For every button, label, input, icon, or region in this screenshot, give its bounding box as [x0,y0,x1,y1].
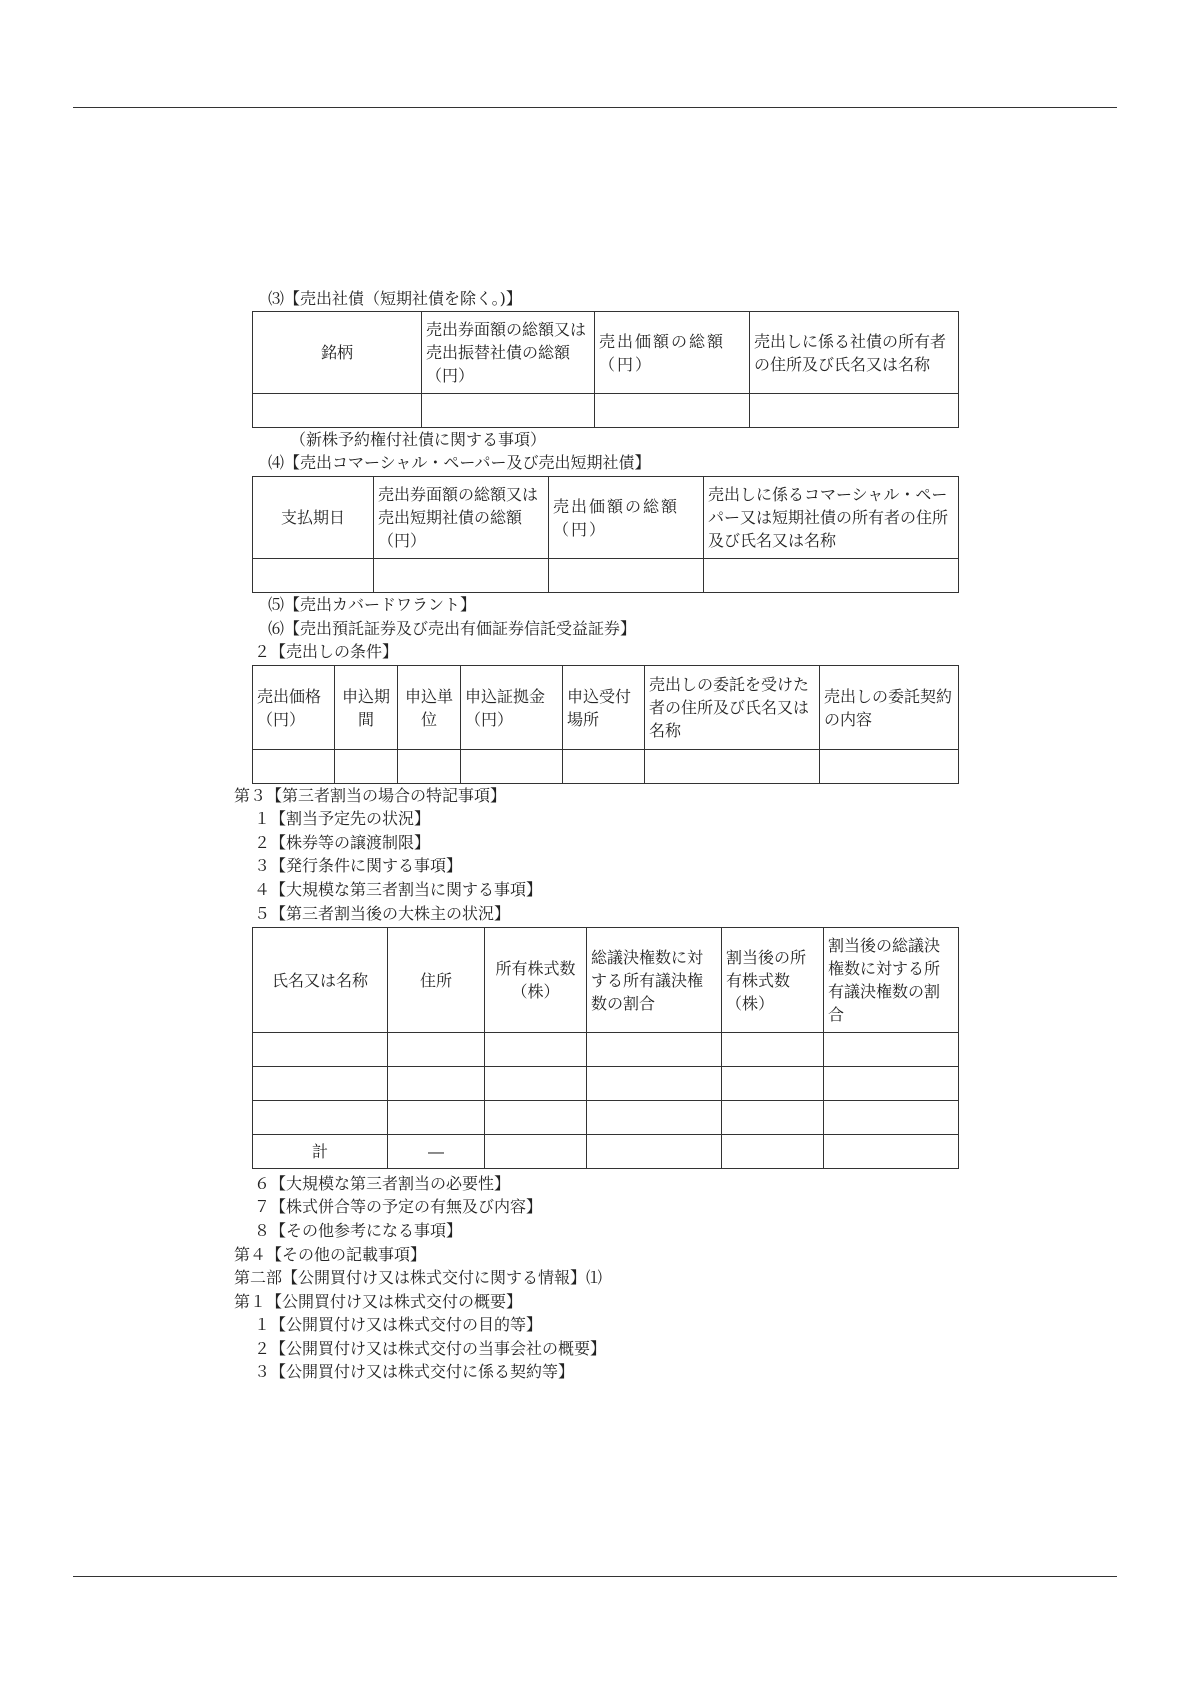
table-cell [422,394,595,428]
table-cell [253,394,422,428]
item-major-shareholders: ５【第三者割当後の大株主の状況】 [254,904,511,923]
table-cell [722,1067,824,1101]
heading-sale-bonds: ⑶【売出社債（短期社債を除く。)】 [268,289,522,308]
header-cell: 申込期間 [335,666,398,750]
total-address-cell: ― [388,1135,485,1169]
table-header-row [253,928,959,1033]
table-cell [485,1033,587,1067]
heading-sale-conditions: ２【売出しの条件】 [254,642,399,661]
heading-third-party-allotment: 第３【第三者割当の場合の特記事項】 [234,786,507,805]
table-header-row [253,312,959,394]
item-other-reference: ８【その他参考になる事項】 [254,1221,463,1240]
table-cell [704,559,959,593]
heading-tender-overview: 第１【公開買付け又は株式交付の概要】 [234,1292,523,1311]
item-transfer-restrictions: ２【株券等の譲渡制限】 [254,833,431,852]
item-tender-purpose: １【公開買付け又は株式交付の目的等】 [254,1315,543,1334]
header-cell: 銘柄 [253,312,422,394]
table-row [253,1033,959,1067]
table-cell [722,1135,824,1169]
header-cell: 売出券面額の総額又は売出振替社債の総額（円） [422,312,595,394]
table-cell [335,750,398,784]
header-cell: 売出しに係るコマーシャル・ペーパー又は短期社債の所有者の住所及び氏名又は名称 [704,477,959,559]
note-warrant-bonds: （新株予約権付社債に関する事項） [290,430,547,449]
table-cell [549,559,704,593]
table-cell [722,1033,824,1067]
header-cell: 売出価額の総額（円） [549,477,704,559]
table-cell [722,1101,824,1135]
table-cell [253,1101,388,1135]
table-cell [388,1101,485,1135]
table-cell [374,559,549,593]
table-row [253,750,959,784]
header-cell: 所有株式数（株） [485,928,587,1033]
header-cell: 申込証拠金（円） [461,666,563,750]
table-total-row [253,1135,959,1169]
header-cell: 住所 [388,928,485,1033]
item-large-allotment: ４【大規模な第三者割当に関する事項】 [254,880,543,899]
table-cell [820,750,959,784]
table-cell [388,1067,485,1101]
header-cell: 割当後の所有株式数（株） [722,928,824,1033]
item-tender-contracts: ３【公開買付け又は株式交付に係る契約等】 [254,1362,575,1381]
header-cell: 売出しに係る社債の所有者の住所及び氏名又は名称 [750,312,959,394]
table-cell [563,750,645,784]
table-cell [253,750,335,784]
heading-other-items: 第４【その他の記載事項】 [234,1245,427,1264]
table-row [253,394,959,428]
header-cell: 申込単位 [398,666,461,750]
header-cell: 総議決権数に対する所有議決権数の割合 [587,928,722,1033]
table-cell [824,1101,959,1135]
table-cell [485,1101,587,1135]
header-cell: 支払期日 [253,477,374,559]
total-label-cell: 計 [253,1135,388,1169]
heading-part-two: 第二部【公開買付け又は株式交付に関する情報】⑴ [234,1268,603,1287]
table-commercial-paper [252,476,959,593]
table-cell [388,1033,485,1067]
table-cell [645,750,820,784]
table-cell [485,1135,587,1169]
table-row [253,559,959,593]
table-cell [398,750,461,784]
table-header-row [253,666,959,750]
header-cell: 売出価格（円） [253,666,335,750]
item-issue-conditions: ３【発行条件に関する事項】 [254,856,463,875]
table-cell [824,1033,959,1067]
table-cell [587,1101,722,1135]
item-tender-parties: ２【公開買付け又は株式交付の当事会社の概要】 [254,1339,607,1358]
table-cell [587,1135,722,1169]
table-header-row [253,477,959,559]
heading-depositary-receipts: ⑹【売出預託証券及び売出有価証券信託受益証券】 [268,619,637,638]
bottom-rule [73,1576,1117,1577]
table-row [253,1067,959,1101]
table-cell [587,1033,722,1067]
table-cell [485,1067,587,1101]
heading-commercial-paper: ⑷【売出コマーシャル・ペーパー及び売出短期社債】 [268,453,651,472]
table-cell [253,559,374,593]
table-sale-bonds [252,311,959,428]
header-cell: 割当後の総議決権数に対する所有議決権数の割合 [824,928,959,1033]
table-cell [750,394,959,428]
table-cell [595,394,750,428]
top-rule [73,107,1117,108]
table-row [253,1101,959,1135]
table-cell [587,1067,722,1101]
item-share-consolidation: ７【株式併合等の予定の有無及び内容】 [254,1197,543,1216]
table-cell [824,1067,959,1101]
heading-covered-warrant: ⑸【売出カバードワラント】 [268,595,477,614]
header-cell: 売出券面額の総額又は売出短期社債の総額（円） [374,477,549,559]
item-necessity: ６【大規模な第三者割当の必要性】 [254,1174,511,1193]
header-cell: 申込受付場所 [563,666,645,750]
header-cell: 売出しの委託契約の内容 [820,666,959,750]
header-cell: 氏名又は名称 [253,928,388,1033]
table-major-shareholders [252,927,959,1169]
item-allottee-status: １【割当予定先の状況】 [254,809,431,828]
header-cell: 売出しの委託を受けた者の住所及び氏名又は名称 [645,666,820,750]
table-cell [253,1033,388,1067]
table-cell [253,1067,388,1101]
table-cell [461,750,563,784]
table-cell [824,1135,959,1169]
header-cell: 売出価額の総額（円） [595,312,750,394]
table-sale-conditions [252,665,959,784]
